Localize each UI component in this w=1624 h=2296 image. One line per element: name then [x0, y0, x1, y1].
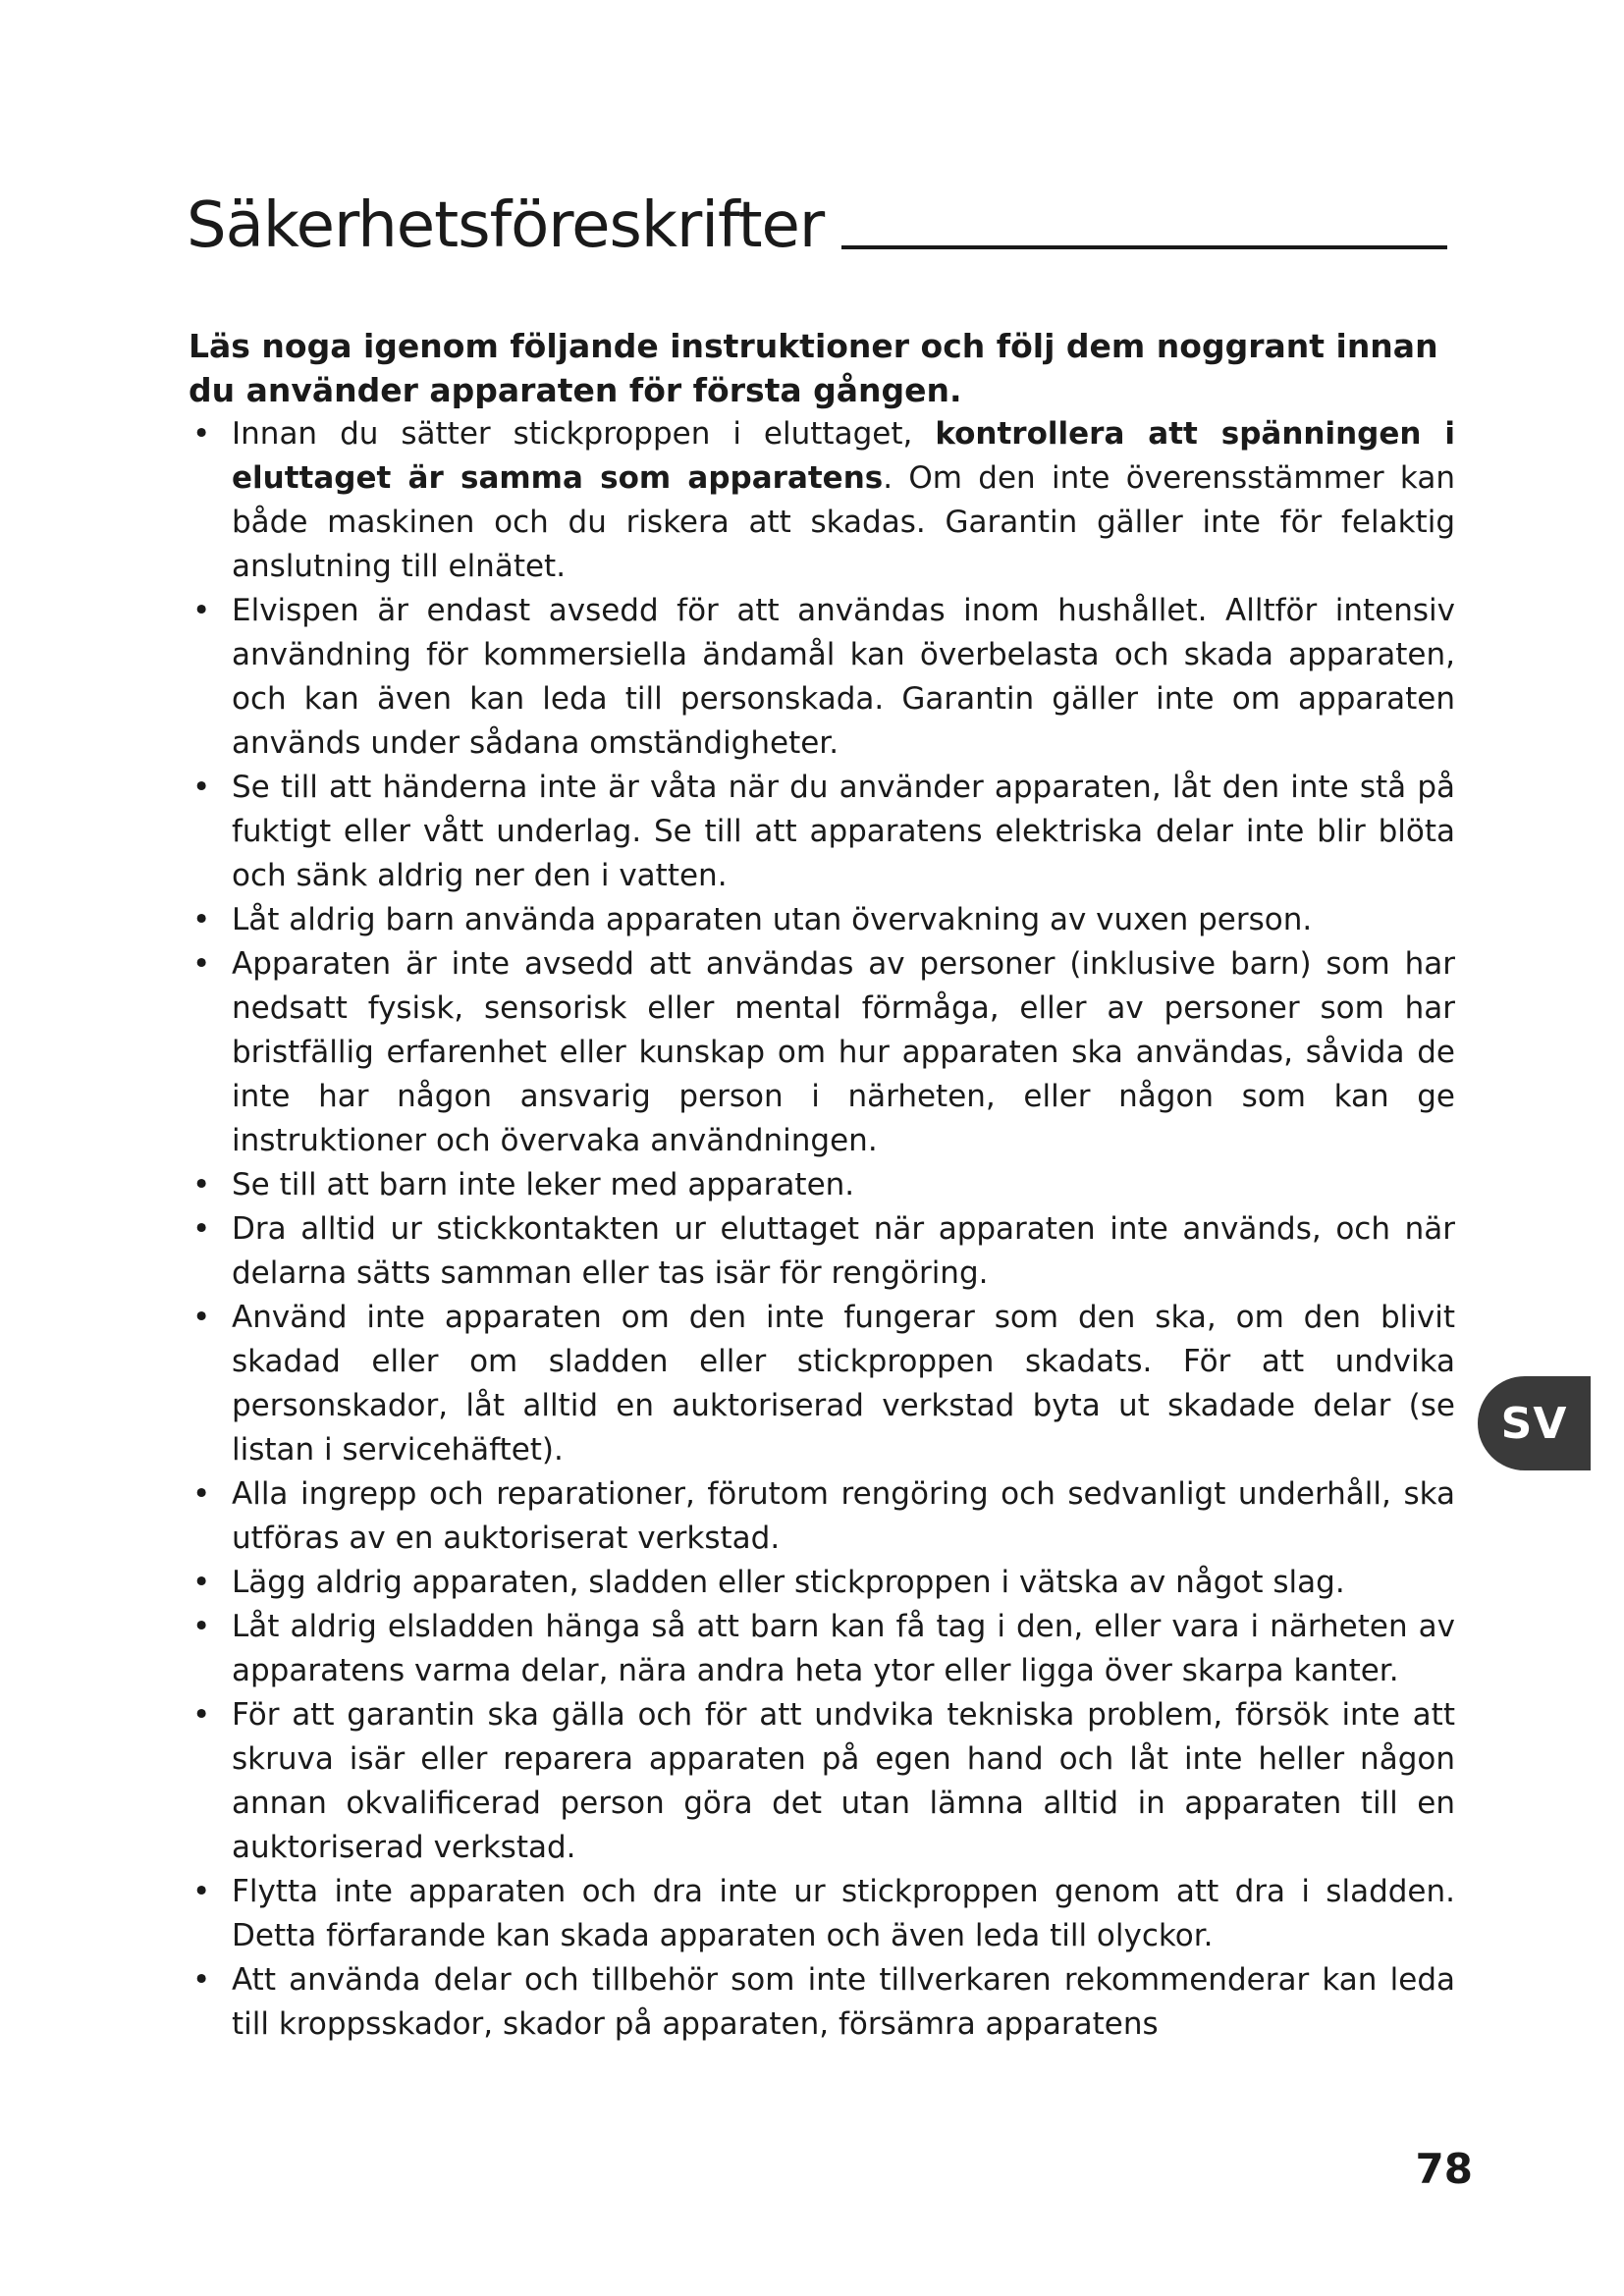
- bullet-icon: •: [192, 1211, 211, 1247]
- bullet-icon: •: [192, 1167, 211, 1202]
- rule-item: [189, 412, 1455, 589]
- rule-item: [189, 1296, 1455, 1472]
- bullet-icon: •: [192, 1300, 211, 1335]
- rule-item: [189, 942, 1455, 1163]
- bullet-icon: •: [192, 416, 211, 452]
- bullet-icon: •: [192, 1874, 211, 1909]
- rule-text: Låt aldrig barn använda apparaten utan övervakning av vuxen person.: [232, 902, 1313, 937]
- bullet-icon: •: [192, 1565, 211, 1600]
- rule-item: [189, 1870, 1455, 1958]
- rule-text: Alla ingrepp och reparationer, förutom rengöring och sedvanligt underhåll, ska utföras av en auktoriserat verkstad.: [232, 1476, 1455, 1556]
- rule-text: Flytta inte apparaten och dra inte ur stickproppen genom att dra i sladden. Detta förfarande kan skada apparaten och även leda till olyckor.: [232, 1874, 1455, 1953]
- safety-rules-list: [189, 412, 1455, 2047]
- rule-text: Innan du sätter stickproppen i eluttaget,: [232, 416, 936, 452]
- rule-item: [189, 1605, 1455, 1693]
- rule-text: Apparaten är inte avsedd att användas av personer (inklusive barn) som har nedsatt fysisk, sensorisk eller mental förmåga, eller av personer som har bristfällig erfarenhet eller kunskap om hur apparaten ska användas, såvida de inte har någon ansvarig person i närheten, eller någon som kan ge instruktioner och övervaka användningen.: [232, 946, 1455, 1158]
- rule-text: Använd inte apparaten om den inte fungerar som den ska, om den blivit skadad eller om sladden eller stickproppen skadats. För att undvika personskador, låt alltid en auktoriserad verkstad byta ut skadade delar (se listan i servicehäftet).: [232, 1300, 1455, 1468]
- bullet-icon: •: [192, 770, 211, 805]
- rule-text: . Om den inte överensstämmer kan både maskinen och du riskera att skadas. Garantin gäller inte för felaktig anslutning till elnätet.: [232, 460, 1455, 584]
- rule-text: Elvispen är endast avsedd för att användas inom hushållet. Alltför intensiv användning för kommersiella ändamål kan överbelasta och skada apparaten, och kan även kan leda till personskada. Garantin gäller inte om apparaten används under sådana omständigheter.: [232, 593, 1455, 761]
- rule-text: Dra alltid ur stickkontakten ur eluttaget när apparaten inte används, och när delarna sätts samman eller tas isär för rengöring.: [232, 1211, 1455, 1291]
- page-title: Säkerhetsföreskrifter: [187, 189, 825, 262]
- title-underline-rule: [841, 245, 1447, 249]
- rule-text: För att garantin ska gälla och för att undvika tekniska problem, försök inte att skruva isär eller reparera apparaten på egen hand och låt inte heller någon annan okvalificerad person göra det utan lämna alltid in apparaten till en auktoriserad verkstad.: [232, 1697, 1455, 1865]
- rule-item: [189, 766, 1455, 898]
- bullet-icon: •: [192, 593, 211, 628]
- rule-text: Låt aldrig elsladden hänga så att barn kan få tag i den, eller vara i närheten av apparatens varma delar, nära andra heta ytor eller ligga över skarpa kanter.: [232, 1609, 1455, 1688]
- safety-content: [189, 324, 1455, 2047]
- bullet-icon: •: [192, 1962, 211, 1998]
- bullet-icon: •: [192, 1609, 211, 1644]
- bullet-icon: •: [192, 902, 211, 937]
- bullet-icon: •: [192, 946, 211, 982]
- rule-item: [189, 898, 1455, 942]
- language-tab: SV: [1478, 1376, 1591, 1470]
- rule-item: [189, 1207, 1455, 1296]
- rule-item: [189, 1693, 1455, 1870]
- page-number: 78: [1415, 2145, 1473, 2193]
- intro-paragraph: Läs noga igenom följande instruktioner och följ dem noggrant innan du använder apparaten för första gången.: [189, 327, 1438, 409]
- rule-text: Att använda delar och tillbehör som inte tillverkaren rekommenderar kan leda till kroppsskador, skador på apparaten, försämra apparatens: [232, 1962, 1455, 2042]
- bullet-icon: •: [192, 1697, 211, 1733]
- rule-item: [189, 1163, 1455, 1207]
- rule-emphasis: kontrollera att spänningen i eluttaget är samma som apparatens: [232, 416, 1456, 496]
- rule-text: Lägg aldrig apparaten, sladden eller stickproppen i vätska av något slag.: [232, 1565, 1345, 1600]
- rule-item: [189, 1958, 1455, 2047]
- rule-item: [189, 589, 1455, 766]
- rule-item: [189, 1561, 1455, 1605]
- rule-item: [189, 1472, 1455, 1561]
- heading-row: [187, 189, 1447, 262]
- rule-text: Se till att barn inte leker med apparaten.: [232, 1167, 855, 1202]
- rule-text: Se till att händerna inte är våta när du använder apparaten, låt den inte stå på fuktigt eller vått underlag. Se till att apparatens elektriska delar inte blir blöta och sänk aldrig ner den i vatten.: [232, 770, 1455, 893]
- bullet-icon: •: [192, 1476, 211, 1512]
